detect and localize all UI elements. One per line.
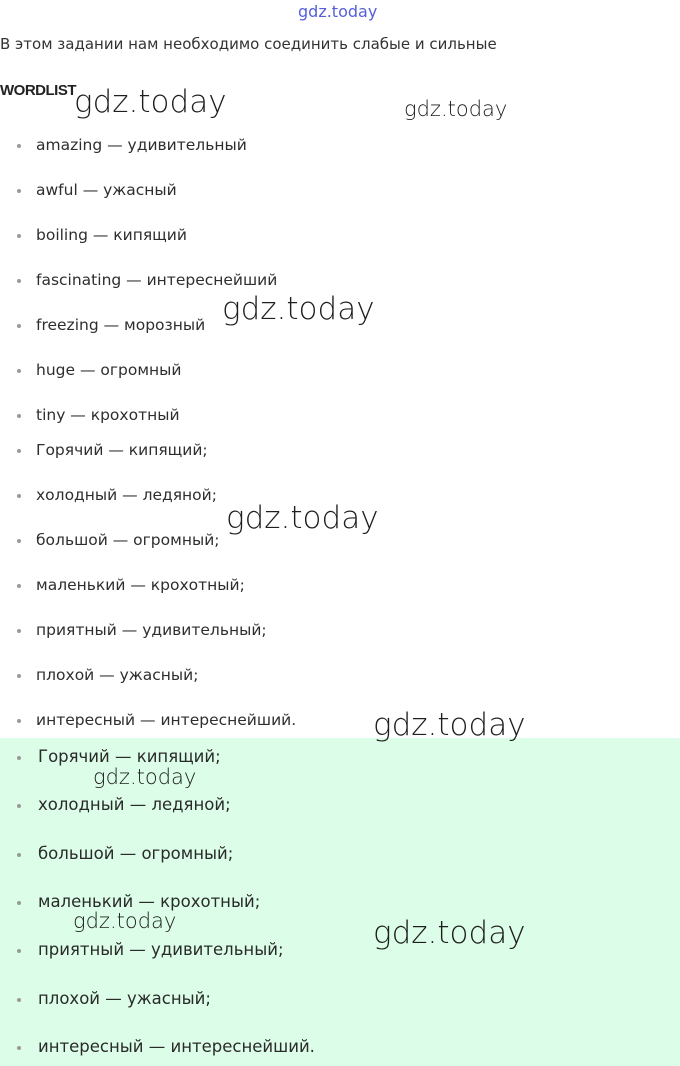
list-item-text: маленький — крохотный; (36, 576, 245, 594)
list-item (38, 844, 233, 863)
bullet-icon (17, 279, 21, 283)
list-item (38, 989, 211, 1008)
bullet-icon (17, 719, 21, 723)
list-item-text: boiling — кипящий (36, 226, 187, 244)
list-item (36, 531, 220, 549)
list-item (38, 747, 221, 766)
list-item (36, 406, 180, 424)
wordlist-heading: WORDLIST (0, 82, 76, 99)
bullet-icon (17, 369, 21, 373)
list-item-text: приятный — удивительный; (38, 940, 284, 959)
list-item (36, 621, 267, 639)
list-item-text: маленький — крохотный; (38, 892, 261, 911)
list-item-text: freezing — морозный (36, 316, 206, 334)
list-item (36, 316, 205, 334)
list-item-text: плохой — ужасный; (38, 989, 211, 1008)
watermark: gdz.today (373, 915, 526, 951)
bullet-icon (17, 756, 21, 760)
list-item (36, 361, 181, 379)
list-item-text: приятный — удивительный; (36, 621, 267, 639)
list-item (38, 1037, 315, 1056)
bullet-icon (17, 998, 21, 1002)
bullet-icon (17, 804, 21, 808)
list-item-text: интересный — интереснейший. (36, 711, 297, 729)
bullet-icon (17, 629, 21, 633)
bullet-icon (17, 324, 21, 328)
list-item-text: плохой — ужасный; (36, 666, 199, 684)
list-item-text: huge — огромный (36, 361, 182, 379)
bullet-icon (17, 414, 21, 418)
list-item-text: холодный — ледяной; (36, 486, 217, 504)
watermark: gdz.today (226, 500, 379, 536)
watermark: gdz.today (73, 909, 177, 933)
bullet-icon (17, 853, 21, 857)
list-item (36, 271, 277, 289)
list-item (38, 940, 284, 959)
list-item-text: tiny — крохотный (36, 406, 180, 424)
bullet-icon (17, 674, 21, 678)
list-item-text: большой — огромный; (38, 844, 234, 863)
list-item (36, 136, 247, 154)
bullet-icon (17, 144, 21, 148)
intro-text: В этом задании нам необходимо соединить слабые и сильные (0, 35, 497, 53)
watermark: gdz.today (373, 707, 526, 743)
bullet-icon (17, 494, 21, 498)
list-item-text: интересный — интереснейший. (38, 1037, 315, 1056)
bullet-icon (17, 1046, 21, 1050)
bullet-icon (17, 901, 21, 905)
list-item (36, 666, 198, 684)
bullet-icon (17, 949, 21, 953)
list-item (38, 795, 231, 814)
list-item (36, 226, 187, 244)
watermark: gdz.today (93, 765, 197, 789)
list-item (36, 486, 217, 504)
bullet-icon (17, 449, 21, 453)
watermark: gdz.today (404, 97, 508, 121)
list-item-text: холодный — ледяной; (38, 795, 231, 814)
bullet-icon (17, 189, 21, 193)
list-item-text: Горячий — кипящий; (38, 747, 221, 766)
site-mark: gdz.today (298, 2, 378, 21)
list-item (36, 181, 177, 199)
list-item-text: fascinating — интереснейший (36, 271, 278, 289)
list-item (36, 711, 296, 729)
watermark: gdz.today (222, 291, 375, 327)
watermark: gdz.today (74, 84, 227, 120)
list-item (36, 576, 245, 594)
list-item-text: Горячий — кипящий; (36, 441, 208, 459)
list-item-text: большой — огромный; (36, 531, 220, 549)
list-item-text: awful — ужасный (36, 181, 177, 199)
list-item-text: amazing — удивительный (36, 136, 247, 154)
bullet-icon (17, 539, 21, 543)
list-item (36, 441, 208, 459)
bullet-icon (17, 584, 21, 588)
bullet-icon (17, 234, 21, 238)
